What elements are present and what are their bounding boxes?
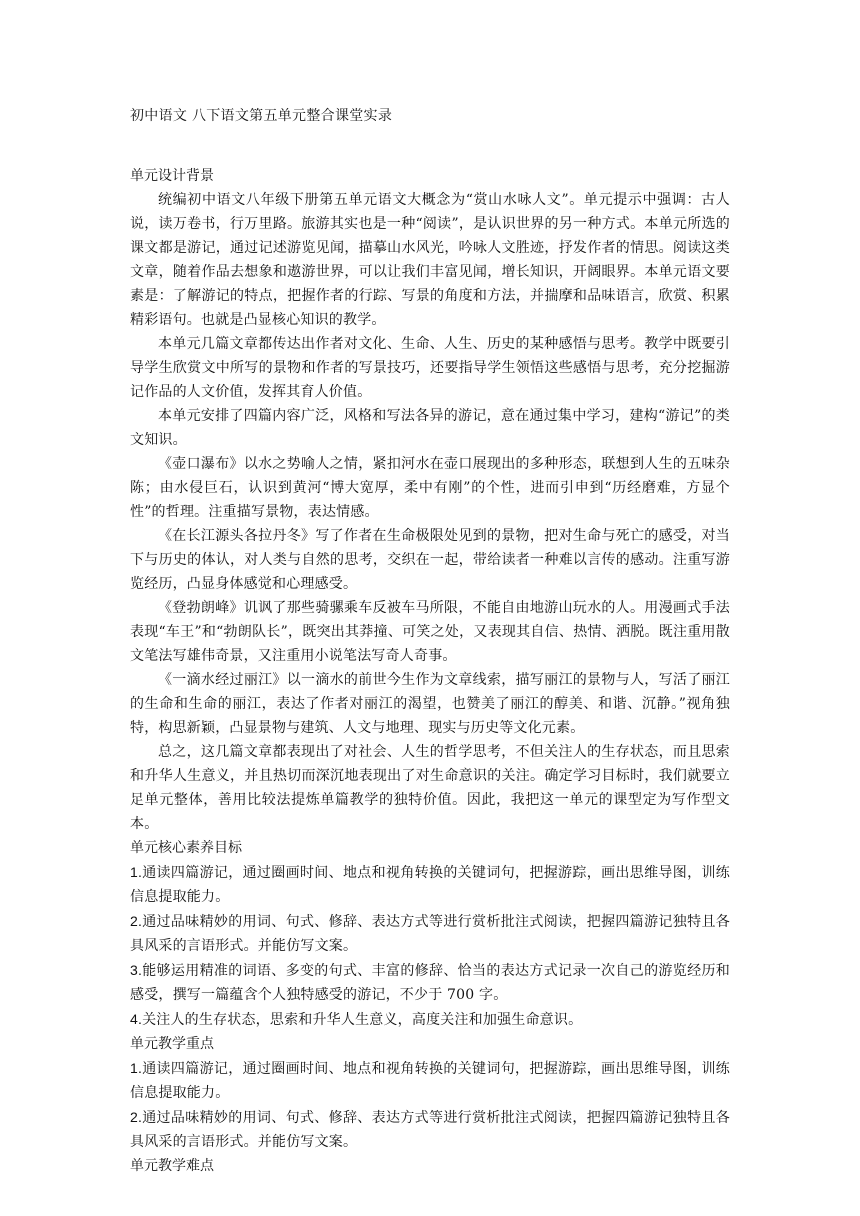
item-number: 2. [130, 913, 143, 929]
document-title: 初中语文 八下语文第五单元整合课堂实录 [130, 108, 393, 124]
item-text: 通读四篇游记，通过圈画时间、地点和视角转换的关键词句，把握游踪，画出思维导图，训练信息提取能力。 [130, 1061, 730, 1101]
paragraph: 本单元几篇文章都传达出作者对文化、生命、人生、历史的某种感悟与思考。教学中既要引导学生欣赏文中所写的景物和作者的写景技巧，还要指导学生领悟这些感悟与思考，充分挖掘游记作品的人文价值，发挥其育人价值。 [130, 336, 730, 400]
paragraph: 《登勃朗峰》讥讽了那些骑骡乘车反被车马所限，不能自由地游山玩水的人。用漫画式手法表现“车王”和“勃朗队长”，既突出其莽撞、可笑之处，又表现其自信、热情、洒脱。既注重用散文笔法写雄伟奇景，又注重用小说笔法写奇人奇事。 [130, 600, 730, 664]
item-number: 3. [130, 962, 143, 978]
item-text: 通读四篇游记，通过圈画时间、地点和视角转换的关键词句，把握游踪，画出思维导图，训练信息提取能力。 [130, 865, 730, 905]
section-heading-focus: 单元教学重点 [130, 1036, 214, 1052]
paragraph: 本单元安排了四篇内容广泛，风格和写法各异的游记，意在通过集中学习，建构“游记”的类文知识。 [130, 408, 730, 448]
focus-item [130, 1056, 730, 1105]
goal-item [130, 909, 730, 958]
paragraph: 统编初中语文八年级下册第五单元语文大概念为“赏山水咏人文”。单元提示中强调：古人说，读万卷书，行万里路。旅游其实也是一种“阅读”，是认识世界的另一种方式。本单元所选的课文都是游记，通过记述游览见闻，描摹山水风光，吟咏人文胜迹，抒发作者的情思。阅读这类文章，随着作品去想象和遨游世界，可以让我们丰富见闻，增长知识，开阔眼界。本单元语文要素是：了解游记的特点，把握作者的行踪、写景的角度和方法，并揣摩和品味语言，欣赏、积累精彩语句。也就是凸显核心知识的教学。 [130, 192, 730, 328]
item-text: 能够运用精准的词语、多变的句式、丰富的修辞、恰当的表达方式记录一次自己的游览经历和感受，撰写一篇蕴含个人独特感受的游记，不少于 700 字。 [130, 963, 730, 1003]
item-number: 2. [130, 1109, 143, 1125]
focus-item [130, 1105, 730, 1154]
paragraph: 《一滴水经过丽江》以一滴水的前世今生作为文章线索，描写丽江的景物与人，写活了丽江的生命和生命的丽江，表达了作者对丽江的渴望，也赞美了丽江的醇美、和谐、沉静。”视角独特，构思新颖，凸显景物与建筑、人文与地理、现实与历史等文化元素。 [130, 672, 730, 736]
item-number: 1. [130, 864, 143, 880]
section-heading-difficulty: 单元教学难点 [130, 1158, 214, 1174]
paragraph: 总之，这几篇文章都表现出了对社会、人生的哲学思考，不但关注人的生存状态，而且思索和升华人生意义，并且热切而深沉地表现出了对生命意识的关注。确定学习目标时，我们就要立足单元整体，善用比较法提炼单篇教学的独特价值。因此，我把这一单元的课型定为写作型文本。 [130, 744, 730, 832]
paragraph: 《在长江源头各拉丹冬》写了作者在生命极限处见到的景物，把对生命与死亡的感受，对当下与历史的体认，对人类与自然的思考，交织在一起，带给读者一种难以言传的感动。注重写游览经历，凸显身体感觉和心理感受。 [130, 528, 730, 592]
goal-item [130, 860, 730, 909]
paragraph: 《壶口瀑布》以水之势喻人之情，紧扣河水在壶口展现出的多种形态，联想到人生的五味杂陈；由水侵巨石，认识到黄河“博大宽厚，柔中有刚”的个性，进而引申到“历经磨难，方显个性”的哲理。注重描写景物，表达情感。 [130, 456, 730, 520]
goal-item [130, 958, 730, 1007]
item-text: 通过品味精妙的用词、句式、修辞、表达方式等进行赏析批注式阅读，把握四篇游记独特且各具风采的言语形式。并能仿写文案。 [130, 1110, 730, 1150]
section-heading-goals: 单元核心素养目标 [130, 840, 242, 856]
document-page [130, 106, 730, 1178]
goal-item [130, 1007, 730, 1032]
item-number: 4. [130, 1011, 143, 1027]
item-number: 1. [130, 1060, 143, 1076]
item-text: 通过品味精妙的用词、句式、修辞、表达方式等进行赏析批注式阅读，把握四篇游记独特且各具风采的言语形式。并能仿写文案。 [130, 914, 730, 954]
item-text: 关注人的生存状态，思索和升华人生意义，高度关注和加强生命意识。 [142, 1012, 583, 1028]
section-heading-background: 单元设计背景 [130, 168, 214, 184]
